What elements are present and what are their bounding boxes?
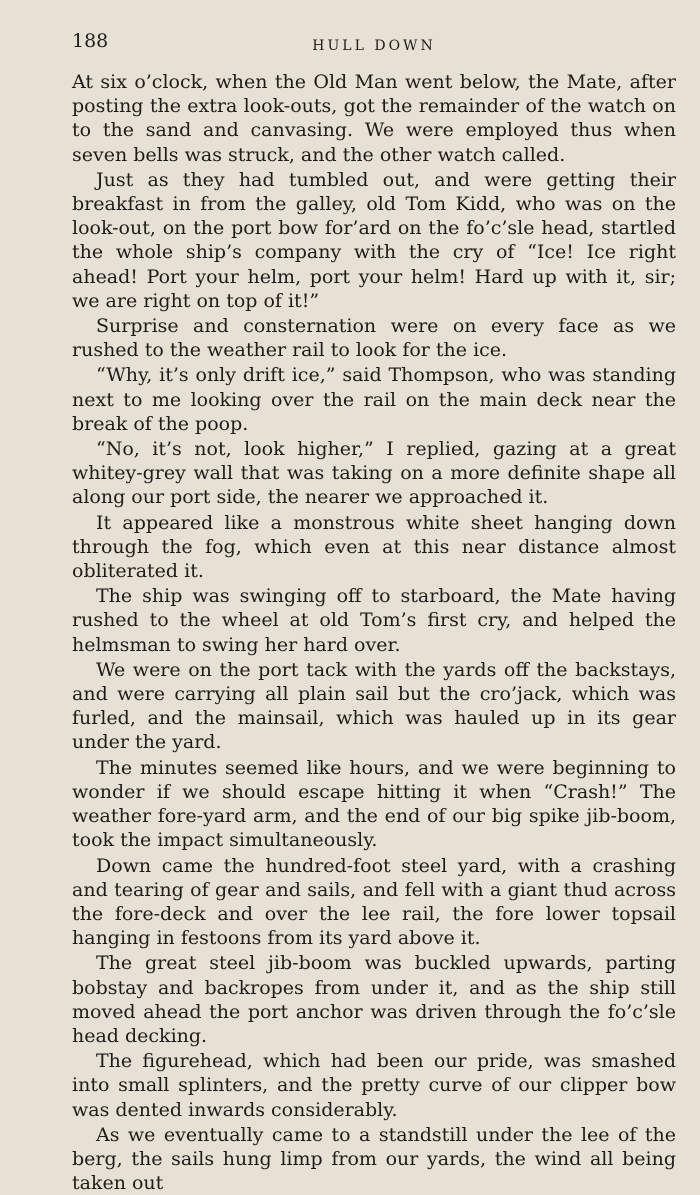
paragraph: The figurehead, which had been our pride, was smashed into small splinters, and the pretty curve of our clipper bow was dented inwards considerably. <box>72 1050 676 1121</box>
paragraph: Surprise and consternation were on every face as we rushed to the weather rail to look for the ice. <box>72 315 676 362</box>
page-number: 188 <box>72 30 109 52</box>
paragraph: Just as they had tumbled out, and were getting their breakfast in from the galley, old Tom Kidd, who was on the look-out, on the port bow for’ard on the fo’c’sle head, startled the whole ship’s company with the cry of “Ice! Ice right ahead! Port your helm, port your helm! Hard up with it, sir; we are right on top of it!” <box>72 168 676 312</box>
paragraph: “No, it’s not, look higher,” I replied, gazing at a great whitey-grey wall that was taking on a more definite shape all along our port side, the nearer we approached it. <box>72 438 676 509</box>
running-head <box>72 30 676 56</box>
paragraph: The minutes seemed like hours, and we were beginning to wonder if we should escape hitting it when “Crash!” The weather fore-yard arm, and the end of our big spike jib-boom, took the impact simultaneously. <box>72 756 676 852</box>
paragraph: Down came the hundred-foot steel yard, with a crashing and tearing of gear and sails, and fell with a giant thud across the fore-deck and over the lee rail, the fore lower topsail hanging in festoons from its yard above it. <box>72 854 676 950</box>
paragraph: It appeared like a monstrous white sheet hanging down through the fog, which even at this near distance almost obliterated it. <box>72 511 676 583</box>
paragraph: The ship was swinging off to starboard, the Mate having rushed to the wheel at old Tom’s first cry, and helped the helmsman to swing her hard over. <box>72 585 676 656</box>
body-text <box>72 70 676 1195</box>
paragraph: At six o’clock, when the Old Man went below, the Mate, after posting the extra look-outs, got the remainder of the watch on to the sand and canvasing. We were employed thus when seven bells was struck, and the other watch called. <box>72 71 676 166</box>
paragraph: “Why, it’s only drift ice,” said Thompson, who was standing next to me looking over the rail on the main deck near the break of the poop. <box>72 364 676 435</box>
running-title: HULL DOWN <box>312 38 436 54</box>
paragraph: The great steel jib-boom was buckled upwards, parting bobstay and backropes from under it, and as the ship still moved ahead the port anchor was driven through the fo’c’sle head decking. <box>72 952 676 1047</box>
paragraph: As we eventually came to a standstill under the lee of the berg, the sails hung limp from our yards, the wind all being taken out <box>72 1123 676 1195</box>
paragraph: We were on the port tack with the yards off the backstays, and were carrying all plain sail but the cro’jack, which was furled, and the mainsail, which was hauled up in its gear under the yard. <box>72 658 676 754</box>
